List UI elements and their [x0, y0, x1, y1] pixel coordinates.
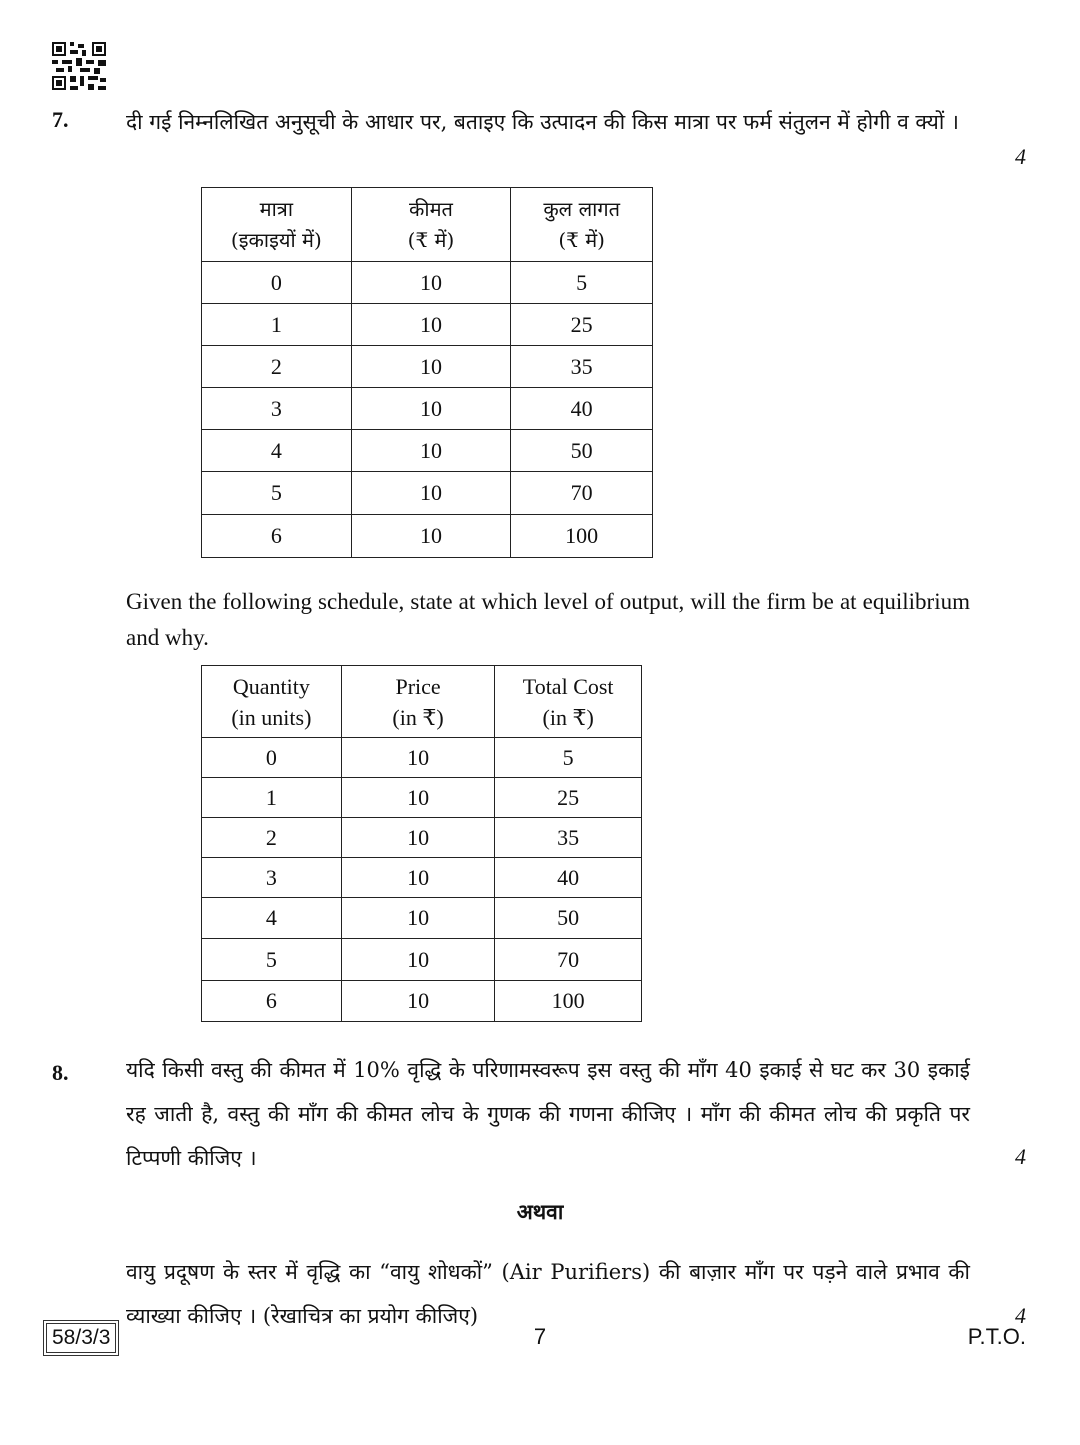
page-number: 7 [533, 1324, 547, 1349]
table-cell: 10 [341, 818, 495, 858]
table-row [202, 778, 642, 818]
table-row [202, 262, 653, 304]
question-marks: 4 [1015, 1144, 1026, 1169]
table-cell: 10 [341, 939, 495, 981]
alternative-question-text: वायु प्रदूषण के स्तर में वृद्धि का “वायु शोधकों” (Air Purifiers) की बाज़ार माँग पर पड़ने वाले प्रभाव की व्याख्या कीजिए । (रेखाचित्र का प्रयोग कीजिए) [126, 1260, 970, 1328]
table-row [202, 981, 642, 1022]
table-row [202, 388, 653, 430]
table-header-cell: Price (in ₹) [341, 666, 495, 738]
table-header-cell: मात्रा (इकाइयों में) [202, 188, 352, 262]
table-cell: 10 [341, 738, 495, 778]
table-cell: 10 [351, 304, 511, 346]
table-row [202, 939, 642, 981]
table-row [202, 346, 653, 388]
table-cell: 1 [202, 778, 342, 818]
schedule-table-english [201, 665, 642, 1022]
table-cell: 5 [495, 738, 642, 778]
table-header-cell: Quantity (in units) [202, 666, 342, 738]
table-cell: 10 [351, 430, 511, 472]
or-label: अथवा [516, 1199, 564, 1224]
table-cell: 10 [351, 346, 511, 388]
table-cell: 10 [341, 778, 495, 818]
table-cell: 10 [341, 858, 495, 898]
table-cell: 50 [511, 430, 653, 472]
table-cell: 3 [202, 858, 342, 898]
question-marks: 4 [1015, 1303, 1026, 1328]
paper-code: 58/3/3 [46, 1323, 116, 1353]
table-cell: 10 [351, 515, 511, 558]
table-cell: 2 [202, 818, 342, 858]
table-cell: 50 [495, 898, 642, 939]
table-header-cell: Total Cost (in ₹) [495, 666, 642, 738]
table-row [202, 430, 653, 472]
table-cell: 70 [511, 472, 653, 515]
table-row [202, 515, 653, 558]
table-cell: 40 [511, 388, 653, 430]
table-row [202, 472, 653, 515]
table-header-cell: कीमत (₹ में) [351, 188, 511, 262]
table-cell: 0 [202, 738, 342, 778]
table-cell: 10 [351, 388, 511, 430]
table-cell: 6 [202, 515, 352, 558]
table-cell: 35 [511, 346, 653, 388]
table-cell: 5 [511, 262, 653, 304]
qr-code-icon [52, 42, 106, 90]
table-row [202, 304, 653, 346]
question-number: 7. [52, 107, 69, 132]
table-cell: 4 [202, 430, 352, 472]
table-cell: 3 [202, 388, 352, 430]
table-cell: 1 [202, 304, 352, 346]
table-cell: 10 [351, 262, 511, 304]
table-cell: 10 [341, 981, 495, 1022]
table-cell: 0 [202, 262, 352, 304]
question-text-hindi: यदि किसी वस्तु की कीमत में 10% वृद्धि के परिणामस्वरूप इस वस्तु की माँग 40 इकाई से घट कर 30 इकाई रह जाती है, वस्तु की माँग की कीमत लोच के गुणक की गणना कीजिए । माँग की कीमत लोच की प्रकृति पर टिप्पणी कीजिए । [126, 1058, 970, 1170]
pto-label: P.T.O. [967, 1324, 1026, 1349]
table-cell: 10 [341, 898, 495, 939]
table-cell: 100 [511, 515, 653, 558]
table-cell: 4 [202, 898, 342, 939]
table-cell: 5 [202, 939, 342, 981]
table-row [202, 818, 642, 858]
table-cell: 25 [511, 304, 653, 346]
table-row [202, 858, 642, 898]
table-cell: 6 [202, 981, 342, 1022]
table-cell: 2 [202, 346, 352, 388]
table-cell: 100 [495, 981, 642, 1022]
table-cell: 5 [202, 472, 352, 515]
table-row [202, 898, 642, 939]
table-cell: 25 [495, 778, 642, 818]
schedule-table-hindi [201, 187, 653, 558]
question-marks: 4 [1015, 144, 1026, 169]
question-number: 8. [52, 1060, 69, 1085]
table-cell: 10 [351, 472, 511, 515]
table-cell: 40 [495, 858, 642, 898]
question-text-english: Given the following schedule, state at which level of output, will the firm be at equilibrium and why. [126, 589, 970, 650]
question-text-hindi: दी गई निम्नलिखित अनुसूची के आधार पर, बताइए कि उत्पादन की किस मात्रा पर फर्म संतुलन में होगी व क्यों । [126, 110, 959, 134]
table-cell: 35 [495, 818, 642, 858]
table-cell: 70 [495, 939, 642, 981]
table-header-cell: कुल लागत (₹ में) [511, 188, 653, 262]
table-row [202, 738, 642, 778]
